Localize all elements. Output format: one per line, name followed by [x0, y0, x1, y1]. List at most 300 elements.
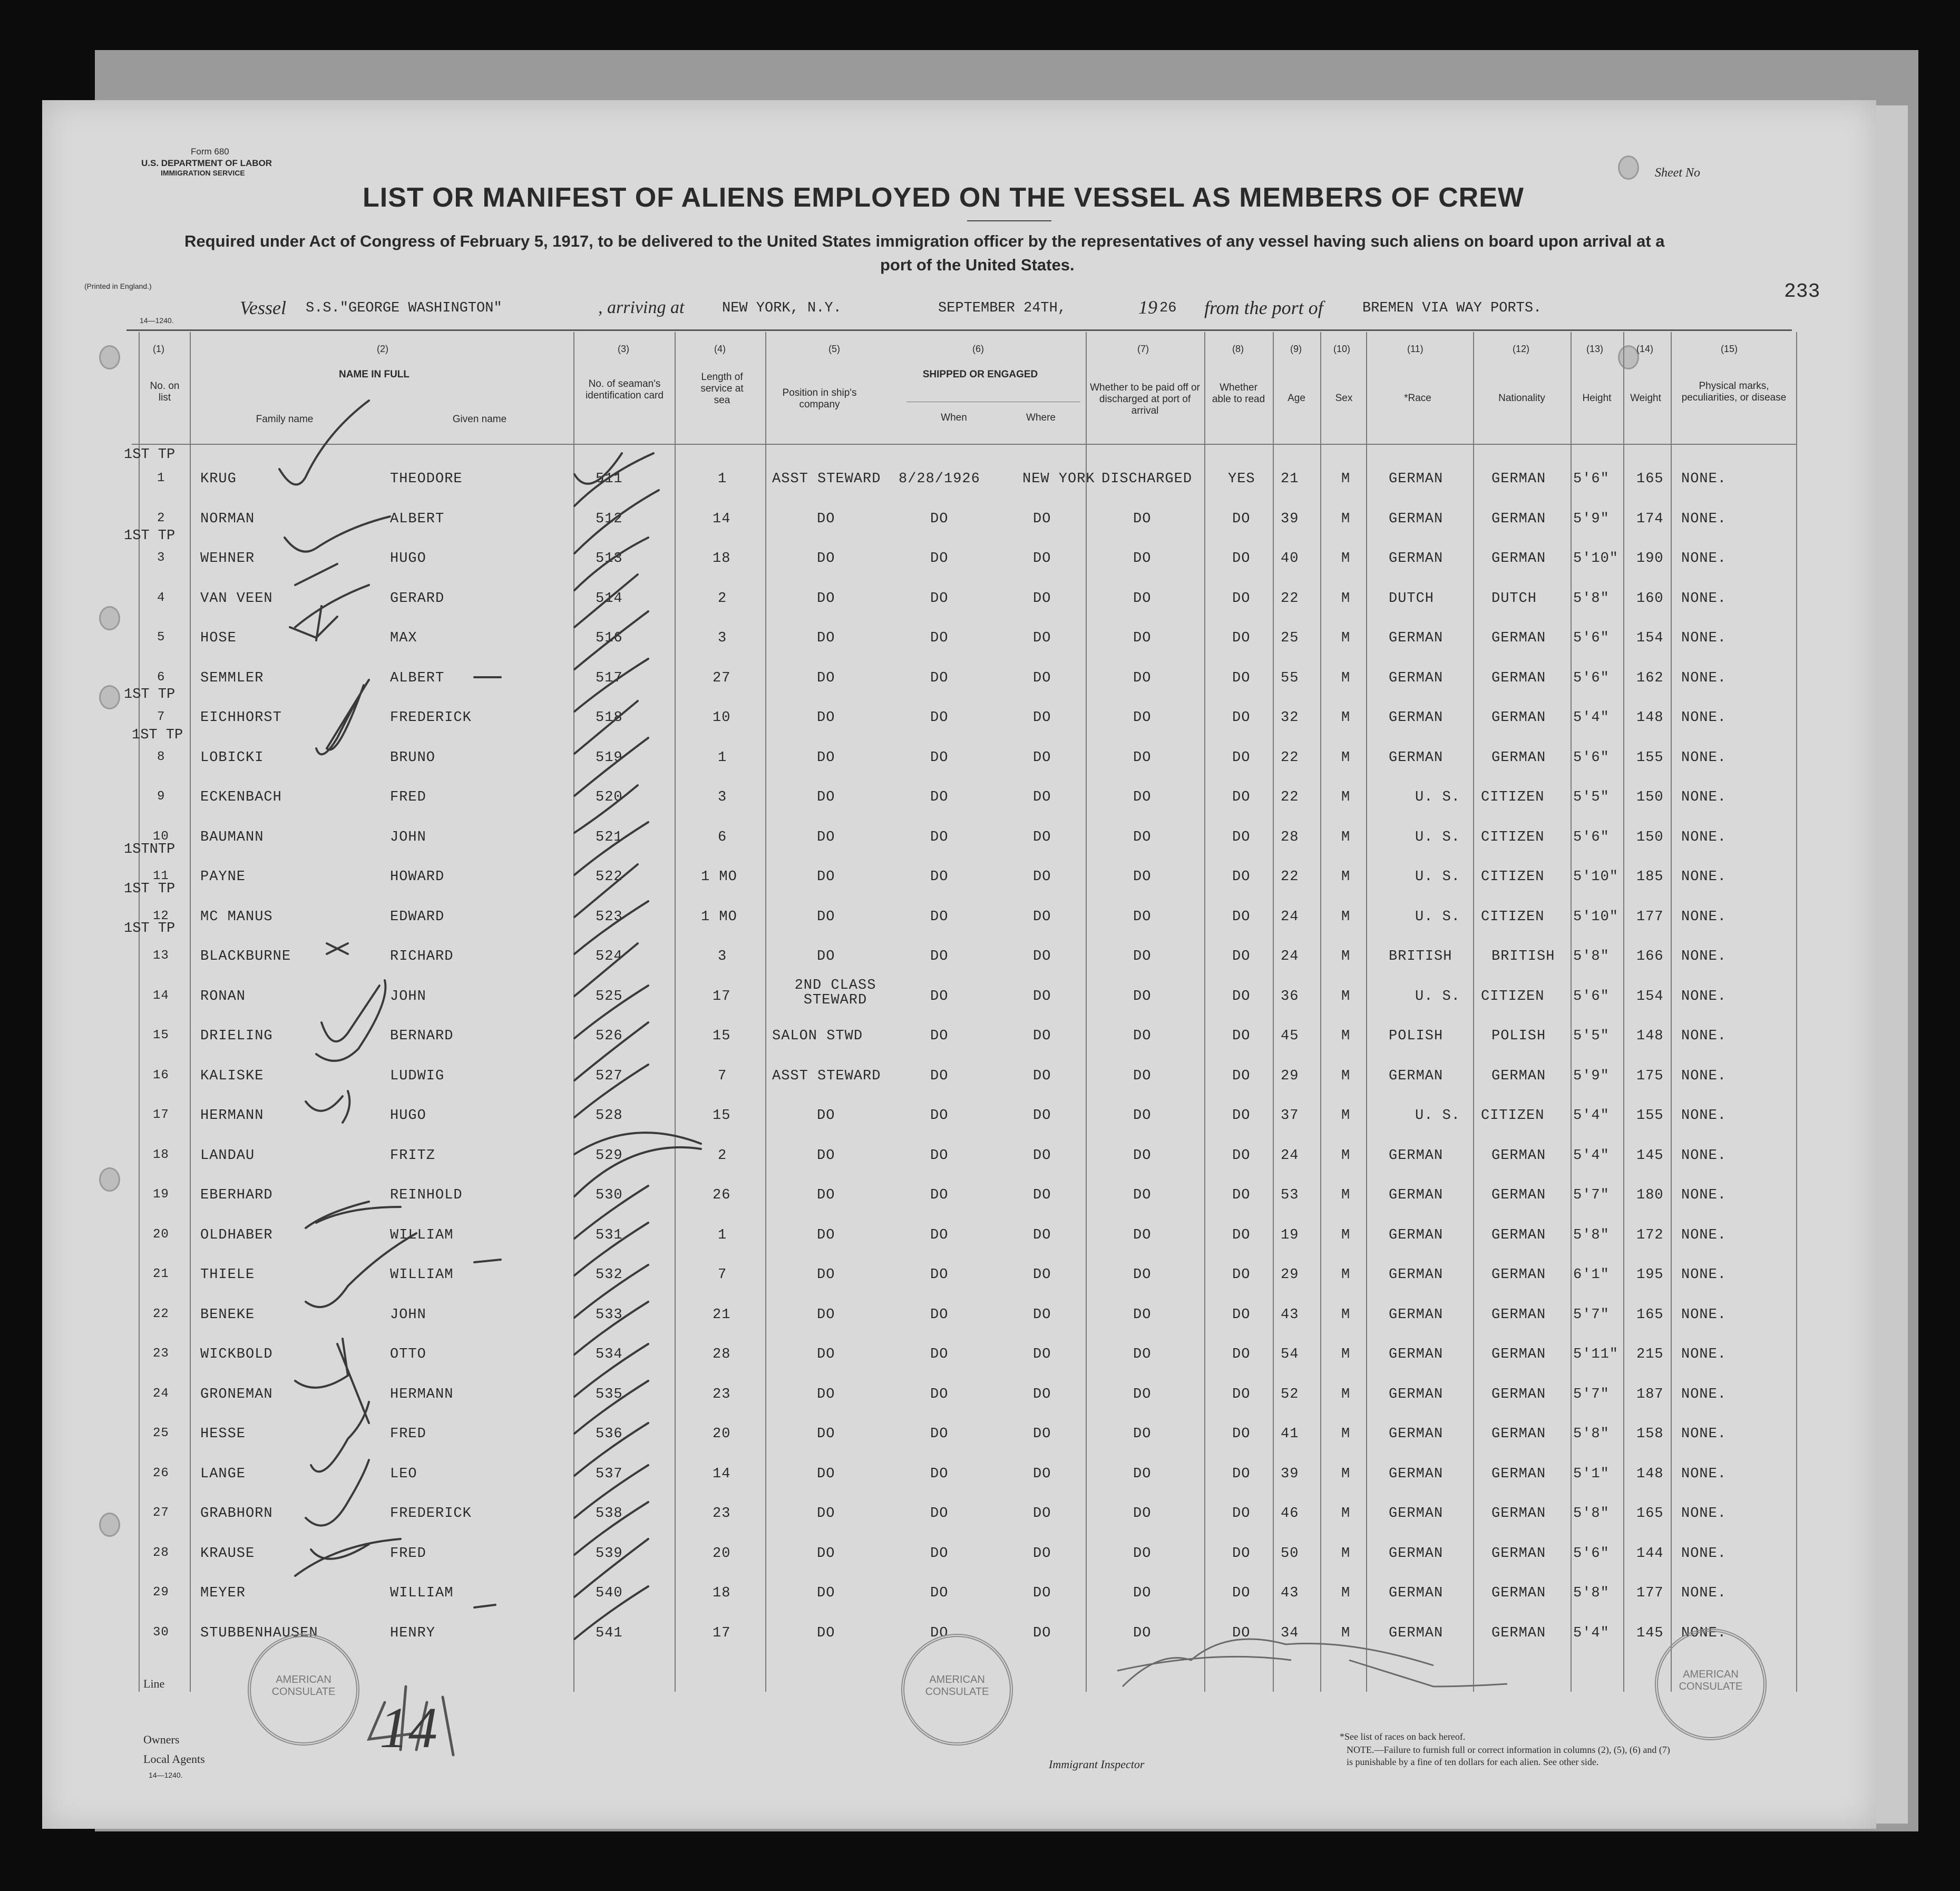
cell-paid-off: DO [1133, 1068, 1152, 1084]
cell-shipped-where: DO [1033, 511, 1051, 527]
cell-list-number: 21 [153, 1267, 169, 1281]
cell-sex: M [1341, 1625, 1351, 1641]
cell-nationality: DUTCH [1491, 590, 1537, 607]
cell-position: DO [817, 1347, 835, 1362]
cell-weight: 150 [1636, 829, 1664, 845]
cell-age: 19 [1281, 1227, 1299, 1243]
cell-able-to-read: DO [1232, 1068, 1251, 1084]
cell-sex: M [1341, 988, 1351, 1005]
arrival-date: SEPTEMBER 24TH, [938, 300, 1067, 316]
cell-height: 5'4" [1573, 1625, 1610, 1641]
col-num-14: (14) [1636, 344, 1654, 354]
cell-nationality: GERMAN [1491, 1386, 1546, 1402]
cell-age: 24 [1281, 1147, 1299, 1164]
cell-nationality: GERMAN [1491, 1147, 1546, 1164]
cell-paid-off: DO [1133, 1227, 1152, 1243]
cell-shipped-when: DO [930, 1545, 949, 1562]
cell-height: 5'8" [1573, 1585, 1610, 1601]
cell-shipped-when: DO [930, 789, 949, 805]
cell-age: 50 [1281, 1545, 1299, 1562]
cell-physical-marks: NONE. [1681, 1108, 1727, 1124]
consulate-stamp [901, 1634, 1013, 1746]
cell-able-to-read: DO [1232, 1307, 1251, 1323]
cell-nationality: GERMAN [1491, 1466, 1546, 1482]
page-title: LIST OR MANIFEST OF ALIENS EMPLOYED ON THE VESSEL AS MEMBERS OF CREW [363, 182, 1524, 213]
side-note: 1ST TP [124, 447, 175, 463]
cell-race: U. S. [1415, 789, 1461, 805]
cell-given-name: RICHARD [390, 949, 454, 964]
cell-weight: 195 [1636, 1267, 1664, 1283]
cell-family-name: KRUG [200, 471, 237, 487]
cell-paid-off: DO [1133, 1147, 1152, 1164]
cell-given-name: FRED [390, 789, 426, 805]
cell-family-name: LANGE [200, 1466, 246, 1482]
col-num-2: (2) [377, 344, 388, 354]
cell-given-name: HENRY [390, 1625, 436, 1641]
header-family-name: Family name [256, 414, 314, 425]
cell-id-card: 521 [596, 829, 623, 845]
col-num-9: (9) [1290, 344, 1302, 354]
cell-service-length: 20 [713, 1545, 731, 1562]
cell-age: 37 [1281, 1108, 1299, 1124]
cell-family-name: EICHHORST [200, 710, 282, 726]
cell-paid-off: DO [1133, 749, 1152, 766]
form-service: IMMIGRATION SERVICE [161, 169, 245, 177]
cell-position: DO [817, 949, 835, 964]
cell-given-name: WILLIAM [390, 1227, 454, 1243]
cell-weight: 174 [1636, 511, 1664, 527]
cell-nationality: POLISH [1491, 1028, 1546, 1044]
cell-nationality: GERMAN [1491, 551, 1546, 567]
cell-position: DO [817, 1426, 835, 1442]
cell-physical-marks: NONE. [1681, 949, 1727, 964]
cell-service-length: 1 MO [701, 869, 737, 885]
cell-family-name: LANDAU [200, 1147, 255, 1164]
cell-sex: M [1341, 1545, 1351, 1562]
cell-able-to-read: DO [1232, 1108, 1251, 1124]
cell-race: GERMAN [1389, 670, 1444, 686]
cell-weight: 144 [1636, 1545, 1664, 1562]
cell-height: 5'7" [1573, 1187, 1610, 1203]
cell-id-card: 511 [596, 471, 623, 487]
cell-nationality: GERMAN [1491, 670, 1546, 686]
cell-race: GERMAN [1389, 1187, 1444, 1203]
cell-weight: 177 [1636, 1585, 1664, 1601]
cell-list-number: 16 [153, 1068, 169, 1083]
cell-family-name: ECKENBACH [200, 789, 282, 805]
col-num-13: (13) [1586, 344, 1604, 354]
cell-race: GERMAN [1389, 551, 1444, 567]
cell-given-name: BRUNO [390, 749, 436, 766]
cell-list-number: 11 [153, 869, 169, 883]
cell-race: GERMAN [1389, 1307, 1444, 1323]
cell-shipped-where: DO [1033, 1466, 1051, 1482]
cell-physical-marks: NONE. [1681, 1386, 1727, 1402]
cell-able-to-read: DO [1232, 1426, 1251, 1442]
cell-service-length: 18 [713, 551, 731, 567]
cell-nationality: CITIZEN [1481, 988, 1545, 1005]
cell-sex: M [1341, 511, 1351, 527]
header-given-name: Given name [452, 414, 507, 425]
cell-able-to-read: DO [1232, 630, 1251, 646]
cell-weight: 215 [1636, 1347, 1664, 1362]
cell-family-name: STUBBENHAUSEN [200, 1625, 318, 1641]
cell-shipped-where: DO [1033, 1227, 1051, 1243]
cell-paid-off: DO [1133, 1625, 1152, 1641]
cell-id-card: 527 [596, 1068, 623, 1084]
cell-paid-off: DO [1133, 511, 1152, 527]
cell-physical-marks: NONE. [1681, 1267, 1727, 1283]
cell-shipped-where: DO [1033, 1426, 1051, 1442]
cell-family-name: SEMMLER [200, 670, 264, 686]
cell-given-name: JOHN [390, 1307, 426, 1323]
cell-weight: 155 [1636, 1108, 1664, 1124]
cell-able-to-read: DO [1232, 749, 1251, 766]
cell-sex: M [1341, 551, 1351, 567]
cell-height: 5'4" [1573, 1108, 1610, 1124]
cell-position: DO [817, 670, 835, 686]
col-num-1: (1) [153, 344, 164, 354]
cell-shipped-when: DO [930, 1068, 949, 1084]
cell-able-to-read: DO [1232, 1585, 1251, 1601]
cell-physical-marks: NONE. [1681, 590, 1727, 607]
cell-race: GERMAN [1389, 1426, 1444, 1442]
side-note: 1ST TP [124, 881, 175, 897]
cell-age: 21 [1281, 471, 1299, 487]
cell-nationality: GERMAN [1491, 1068, 1546, 1084]
cell-race: GERMAN [1389, 511, 1444, 527]
cell-able-to-read: DO [1232, 710, 1251, 726]
cell-service-length: 15 [713, 1108, 731, 1124]
cell-weight: 180 [1636, 1187, 1664, 1203]
cell-paid-off: DISCHARGED [1101, 471, 1193, 487]
side-note: 1ST TP [124, 528, 175, 544]
cell-height: 5'1" [1573, 1466, 1610, 1482]
cell-id-card: 525 [596, 988, 623, 1005]
cell-physical-marks: NONE. [1681, 1426, 1727, 1442]
cell-family-name: DRIELING [200, 1028, 273, 1044]
cell-service-length: 2 [718, 1147, 727, 1164]
cell-position: DO [817, 590, 835, 607]
cell-height: 5'9" [1573, 511, 1610, 527]
cell-id-card: 516 [596, 630, 623, 646]
cell-sex: M [1341, 1347, 1351, 1362]
cell-list-number: 4 [157, 590, 165, 605]
cell-id-card: 531 [596, 1227, 623, 1243]
cell-height: 5'4" [1573, 710, 1610, 726]
sheet-no-label: Sheet No [1655, 166, 1700, 180]
header-position: Position in ship's company [782, 387, 857, 410]
printed-note: (Printed in England.) [84, 282, 152, 290]
cell-id-card: 532 [596, 1267, 623, 1283]
cell-shipped-when: DO [930, 1307, 949, 1323]
cell-service-length: 26 [713, 1187, 731, 1203]
cell-age: 53 [1281, 1187, 1299, 1203]
cell-shipped-where: DO [1033, 670, 1051, 686]
cell-given-name: GERARD [390, 590, 445, 607]
cell-nationality: GERMAN [1491, 1506, 1546, 1522]
cell-shipped-where: DO [1033, 869, 1051, 885]
cell-able-to-read: DO [1232, 909, 1251, 925]
cell-shipped-where: DO [1033, 1506, 1051, 1522]
cell-list-number: 30 [153, 1625, 169, 1640]
cell-list-number: 5 [157, 630, 165, 645]
cell-shipped-when: DO [930, 1426, 949, 1442]
cell-service-length: 23 [713, 1506, 731, 1522]
cell-age: 29 [1281, 1068, 1299, 1084]
cell-weight: 148 [1636, 1466, 1664, 1482]
cell-service-length: 1 [718, 1227, 727, 1243]
cell-shipped-where: DO [1033, 1147, 1051, 1164]
cell-position: DO [817, 1585, 835, 1601]
cell-shipped-when: DO [930, 988, 949, 1005]
from-port: BREMEN VIA WAY PORTS. [1362, 300, 1542, 316]
cell-height: 5'8" [1573, 1426, 1610, 1442]
header-nationality: Nationality [1498, 393, 1545, 404]
vessel-label: Vessel [240, 297, 286, 318]
cell-age: 43 [1281, 1307, 1299, 1323]
header-sex: Sex [1335, 393, 1353, 404]
cell-position: DO [817, 869, 835, 885]
cell-list-number: 19 [153, 1187, 169, 1202]
cell-shipped-where: DO [1033, 551, 1051, 567]
cell-height: 5'6" [1573, 670, 1610, 686]
cell-sex: M [1341, 1466, 1351, 1482]
cell-family-name: WICKBOLD [200, 1347, 273, 1362]
cell-physical-marks: NONE. [1681, 1227, 1727, 1243]
cell-physical-marks: NONE. [1681, 988, 1727, 1005]
cell-race: GERMAN [1389, 1347, 1444, 1362]
cell-shipped-when: DO [930, 949, 949, 964]
cell-height: 5'6" [1573, 749, 1610, 766]
cell-physical-marks: NONE. [1681, 1585, 1727, 1601]
cell-age: 43 [1281, 1585, 1299, 1601]
cell-height: 5'8" [1573, 590, 1610, 607]
cell-given-name: WILLIAM [390, 1585, 454, 1601]
cell-physical-marks: NONE. [1681, 1545, 1727, 1562]
cell-height: 5'5" [1573, 789, 1610, 805]
header-able-read: Whether able to read [1212, 382, 1265, 405]
cell-height: 5'8" [1573, 1227, 1610, 1243]
cell-list-number: 6 [157, 670, 165, 685]
cell-height: 5'5" [1573, 1028, 1610, 1044]
cell-list-number: 18 [153, 1147, 169, 1162]
cell-service-length: 15 [713, 1028, 731, 1044]
cell-race: DUTCH [1389, 590, 1435, 607]
cell-service-length: 7 [718, 1267, 727, 1283]
cell-sex: M [1341, 1068, 1351, 1084]
cell-able-to-read: DO [1232, 1466, 1251, 1482]
footer-agents-label: Local Agents [143, 1752, 205, 1766]
cell-age: 55 [1281, 670, 1299, 686]
cell-list-number: 3 [157, 551, 165, 565]
header-id-card: No. of seaman's identification card [586, 378, 664, 401]
cell-weight: 160 [1636, 590, 1664, 607]
cell-sex: M [1341, 1108, 1351, 1124]
cell-nationality: GERMAN [1491, 710, 1546, 726]
cell-shipped-where: NEW YORK [1022, 471, 1095, 487]
cell-physical-marks: NONE. [1681, 789, 1727, 805]
cell-able-to-read: DO [1232, 1147, 1251, 1164]
cell-family-name: OLDHABER [200, 1227, 273, 1243]
cell-position: DO [817, 1108, 835, 1124]
cell-able-to-read: DO [1232, 789, 1251, 805]
cell-nationality: CITIZEN [1481, 869, 1545, 885]
header-paid-off: Whether to be paid off or discharged at port of arrival [1090, 382, 1200, 416]
cell-position: DO [817, 1227, 835, 1243]
cell-id-card: 533 [596, 1307, 623, 1323]
cell-service-length: 28 [713, 1347, 731, 1362]
cell-race: GERMAN [1389, 1545, 1444, 1562]
cell-race: GERMAN [1389, 1506, 1444, 1522]
cell-physical-marks: NONE. [1681, 1466, 1727, 1482]
cell-weight: 172 [1636, 1227, 1664, 1243]
cell-given-name: WILLIAM [390, 1267, 454, 1283]
cell-paid-off: DO [1133, 551, 1152, 567]
cell-given-name: ALBERT [390, 511, 445, 527]
cell-shipped-where: DO [1033, 829, 1051, 845]
cell-age: 32 [1281, 710, 1299, 726]
cell-sex: M [1341, 1426, 1351, 1442]
side-note: 1STNTP [124, 842, 175, 857]
cell-able-to-read: DO [1232, 1227, 1251, 1243]
cell-position: DO [817, 1386, 835, 1402]
arriving-label: , arriving at [598, 298, 685, 317]
cell-weight: 185 [1636, 869, 1664, 885]
cell-able-to-read: DO [1232, 511, 1251, 527]
cell-physical-marks: NONE. [1681, 551, 1727, 567]
cell-physical-marks: NONE. [1681, 909, 1727, 925]
cell-physical-marks: NONE. [1681, 1068, 1727, 1084]
cell-given-name: JOHN [390, 829, 426, 845]
cell-paid-off: DO [1133, 909, 1152, 925]
cell-id-card: 538 [596, 1506, 623, 1522]
header-physical: Physical marks, peculiarities, or disease [1681, 381, 1787, 403]
cell-race: GERMAN [1389, 1466, 1444, 1482]
cell-list-number: 25 [153, 1426, 169, 1440]
cell-race: GERMAN [1389, 710, 1444, 726]
cell-family-name: GRONEMAN [200, 1386, 273, 1402]
cell-race: U. S. [1415, 829, 1461, 845]
page-number: 233 [1784, 280, 1820, 303]
header-name-in-full: NAME IN FULL [338, 369, 410, 380]
cell-able-to-read: DO [1232, 1506, 1251, 1522]
cell-position: DO [817, 1466, 835, 1482]
cell-paid-off: DO [1133, 1466, 1152, 1482]
cell-service-length: 20 [713, 1426, 731, 1442]
cell-sex: M [1341, 749, 1351, 766]
cell-shipped-where: DO [1033, 1307, 1051, 1323]
cell-race: GERMAN [1389, 630, 1444, 646]
cell-family-name: KALISKE [200, 1068, 264, 1084]
cell-shipped-where: DO [1033, 630, 1051, 646]
cell-nationality: GERMAN [1491, 630, 1546, 646]
cell-shipped-when: DO [930, 710, 949, 726]
cell-given-name: OTTO [390, 1347, 426, 1362]
cell-service-length: 2 [718, 590, 727, 607]
cell-sex: M [1341, 829, 1351, 845]
cell-given-name: HUGO [390, 551, 426, 567]
cell-shipped-when: DO [930, 1227, 949, 1243]
cell-shipped-where: DO [1033, 1625, 1051, 1641]
cell-paid-off: DO [1133, 1108, 1152, 1124]
col-num-15: (15) [1721, 344, 1738, 354]
cell-family-name: BAUMANN [200, 829, 264, 845]
cell-position: DO [817, 511, 835, 527]
cell-shipped-when: DO [930, 1108, 949, 1124]
header-when: When [941, 412, 967, 423]
cell-position: DO [817, 1147, 835, 1164]
cell-nationality: GERMAN [1491, 511, 1546, 527]
cell-service-length: 1 [718, 471, 727, 487]
side-note: 1ST TP [124, 921, 175, 937]
cell-position: DO [817, 1187, 835, 1203]
cell-able-to-read: DO [1232, 1625, 1251, 1641]
cell-shipped-where: DO [1033, 1347, 1051, 1362]
cell-sex: M [1341, 1267, 1351, 1283]
cell-race: GERMAN [1389, 471, 1444, 487]
cell-shipped-when: DO [930, 670, 949, 686]
cell-position: DO [817, 789, 835, 805]
cell-given-name: LUDWIG [390, 1068, 445, 1084]
cell-position: DO [817, 630, 835, 646]
cell-weight: 148 [1636, 710, 1664, 726]
cell-shipped-when: DO [930, 1028, 949, 1044]
cell-race: GERMAN [1389, 1267, 1444, 1283]
cell-id-card: 540 [596, 1585, 623, 1601]
cell-shipped-where: DO [1033, 1028, 1051, 1044]
cell-list-number: 8 [157, 749, 165, 764]
cell-weight: 166 [1636, 949, 1664, 964]
cell-family-name: WEHNER [200, 551, 255, 567]
cell-age: 54 [1281, 1347, 1299, 1362]
cell-paid-off: DO [1133, 1267, 1152, 1283]
cell-paid-off: DO [1133, 1545, 1152, 1562]
cell-position: DO [817, 710, 835, 726]
cell-physical-marks: NONE. [1681, 1147, 1727, 1164]
cell-height: 5'10" [1573, 551, 1619, 567]
cell-shipped-where: DO [1033, 789, 1051, 805]
subtitle-line2: port of the United States. [880, 256, 1075, 274]
cell-position: SALON STWD [772, 1028, 863, 1044]
cell-id-card: 514 [596, 590, 623, 607]
cell-id-card: 530 [596, 1187, 623, 1203]
cell-service-length: 14 [713, 1466, 731, 1482]
cell-sex: M [1341, 630, 1351, 646]
cell-given-name: MAX [390, 630, 417, 646]
cell-shipped-where: DO [1033, 1585, 1051, 1601]
cell-position: DO [817, 551, 835, 567]
cell-weight: 177 [1636, 909, 1664, 925]
cell-able-to-read: DO [1232, 1347, 1251, 1362]
cell-shipped-where: DO [1033, 1545, 1051, 1562]
cell-sex: M [1341, 1506, 1351, 1522]
cell-paid-off: DO [1133, 1386, 1152, 1402]
cell-family-name: PAYNE [200, 869, 246, 885]
cell-physical-marks: NONE. [1681, 630, 1727, 646]
cell-able-to-read: DO [1232, 829, 1251, 845]
cell-nationality: GERMAN [1491, 1267, 1546, 1283]
fine-note-line2: is punishable by a fine of ten dollars for each alien. See other side. [1347, 1757, 1599, 1767]
cell-age: 39 [1281, 1466, 1299, 1482]
handwritten-count: 14 [379, 1695, 437, 1760]
cell-height: 5'6" [1573, 829, 1610, 845]
cell-age: 25 [1281, 630, 1299, 646]
cell-id-card: 534 [596, 1347, 623, 1362]
cell-age: 46 [1281, 1506, 1299, 1522]
cell-weight: 175 [1636, 1068, 1664, 1084]
cell-shipped-where: DO [1033, 1068, 1051, 1084]
